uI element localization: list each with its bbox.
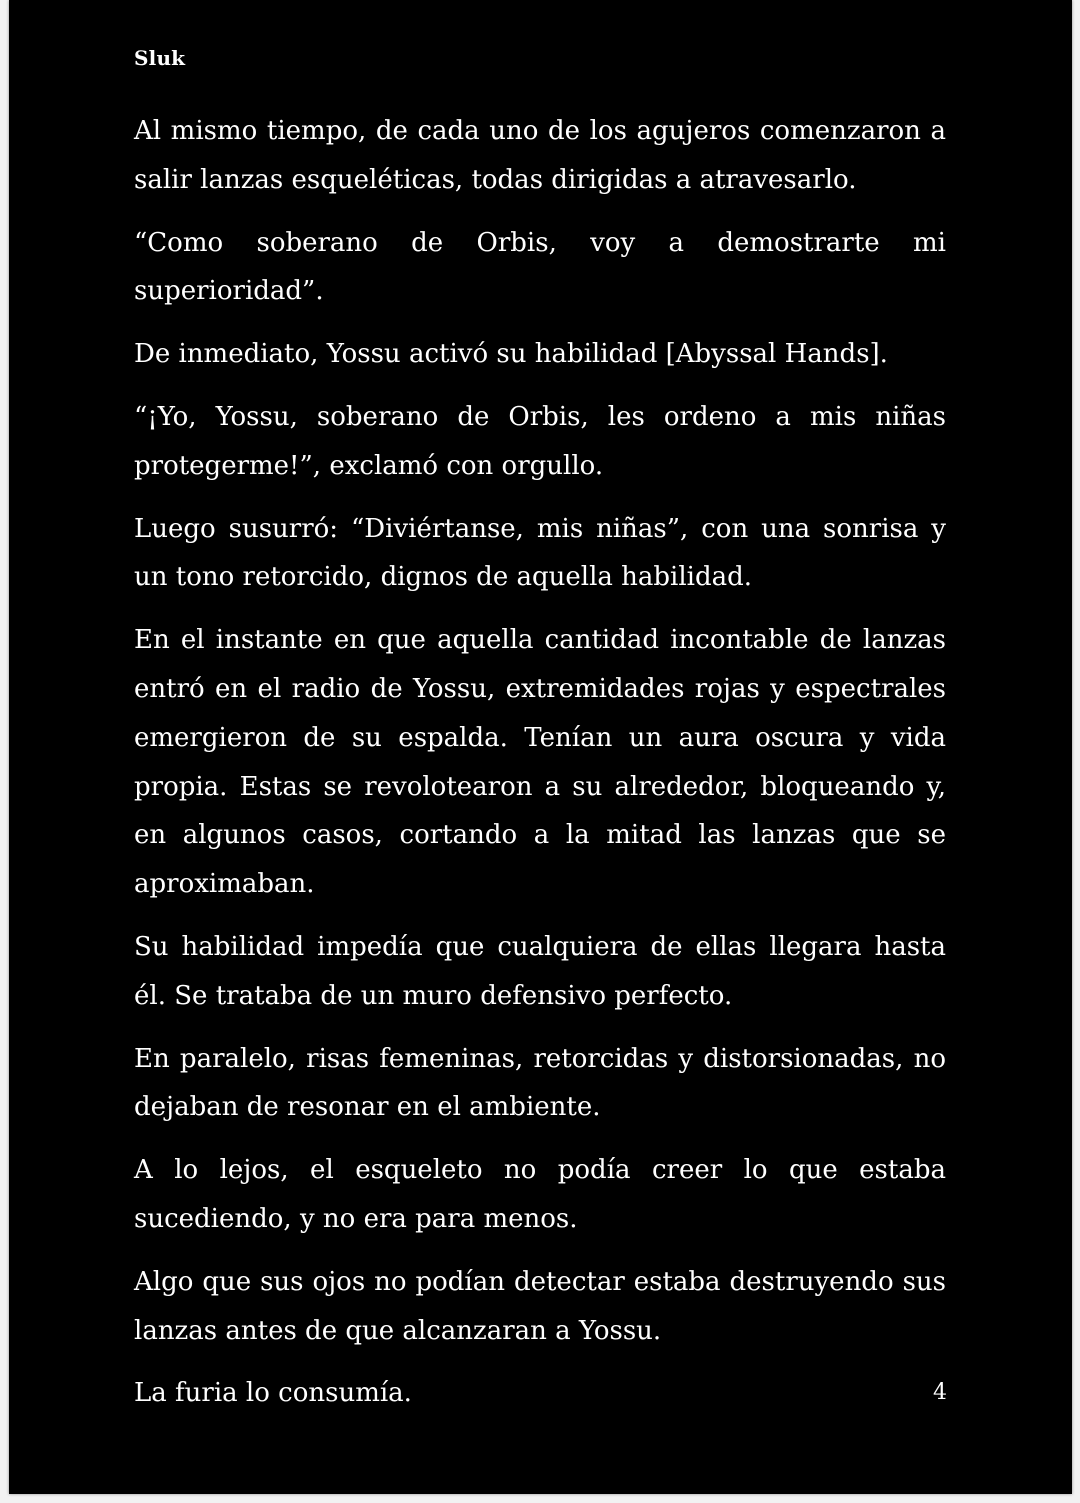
paragraph: Algo que sus ojos no podían detectar estaba destruyendo sus lanzas antes de que alcanzaran a Yossu. (134, 1266, 946, 1346)
paragraph: Al mismo tiempo, de cada uno de los agujeros comenzaron a salir lanzas esqueléticas, todas dirigidas a atravesarlo. (134, 116, 946, 195)
paragraph: Su habilidad impedía que cualquiera de ellas llegara hasta él. Se trataba de un muro defensivo perfecto. (134, 931, 946, 1011)
paragraph: En paralelo, risas femeninas, retorcidas y distorsionadas, no dejaban de resonar en el ambiente. (134, 1043, 946, 1123)
body-text (134, 107, 946, 1432)
page-number: 4 (933, 1380, 947, 1405)
paragraph: De inmediato, Yossu activó su habilidad [Abyssal Hands]. (134, 339, 888, 370)
document-page (9, 0, 1072, 1494)
paragraph: En el instante en que aquella cantidad incontable de lanzas entró en el radio de Yossu, extremidades rojas y espectrales emergieron de su espalda. Tenían un aura oscura y vida propia. Estas se revolotearon a su alrededor, bloqueando y, en algunos casos, cortando a la mitad las lanzas que se aproximaban. (134, 625, 946, 900)
paragraph: A lo lejos, el esqueleto no podía creer lo que estaba sucediendo, y no era para menos. (134, 1155, 946, 1234)
paragraph: “Como soberano de Orbis, voy a demostrarte mi superioridad”. (134, 227, 946, 307)
running-header: Sluk (134, 46, 186, 70)
paragraph: “¡Yo, Yossu, soberano de Orbis, les ordeno a mis niñas protegerme!”, exclamó con orgullo. (134, 401, 946, 481)
paragraph: La furia lo consumía. (134, 1378, 412, 1409)
paragraph: Luego susurró: “Diviértanse, mis niñas”, con una sonrisa y un tono retorcido, dignos de aquella habilidad. (134, 513, 946, 593)
